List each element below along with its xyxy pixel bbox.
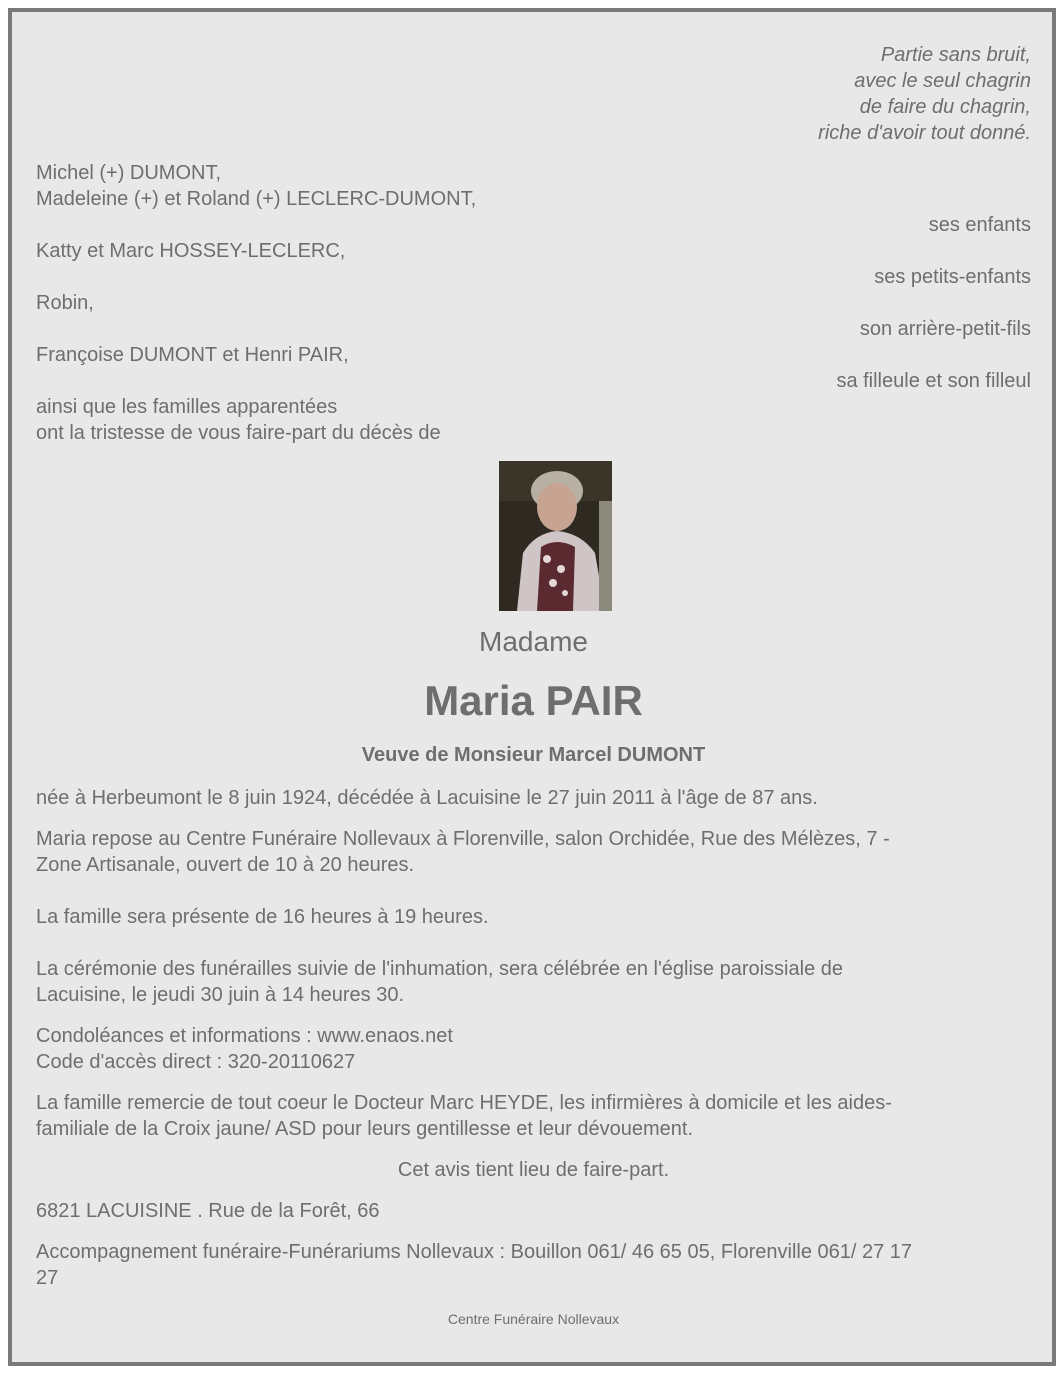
ceremony-line: La cérémonie des funérailles suivie de l'inhumation, sera célébrée en l'église paroissiale de <box>36 958 843 980</box>
poem-line: de faire du chagrin, <box>859 96 1031 118</box>
repose-line: Maria repose au Centre Funéraire Nollevaux à Florenville, salon Orchidée, Rue des Mélèzes, 7 - <box>36 828 890 850</box>
address: 6821 LACUISINE . Rue de la Forêt, 66 <box>36 1200 380 1222</box>
repose-line: Zone Artisanale, ouvert de 10 à 20 heures. <box>36 854 415 876</box>
access-code: Code d'accès direct : 320-20110627 <box>36 1051 356 1073</box>
poem-line: Partie sans bruit, <box>880 44 1031 66</box>
family-present: La famille sera présente de 16 heures à 19 heures. <box>36 906 489 928</box>
condolences: Condoléances et informations : www.enaos.net <box>36 1025 453 1047</box>
portrait-photo <box>499 461 612 611</box>
funeral-service-line: Accompagnement funéraire-Funérariums Nollevaux : Bouillon 061/ 46 65 05, Florenville 061/ 27 17 <box>36 1241 913 1263</box>
family-line: Françoise DUMONT et Henri PAIR, <box>36 344 349 366</box>
footer-credit: Centre Funéraire Nollevaux <box>447 1311 620 1327</box>
family-line: Robin, <box>36 292 94 314</box>
title-madame: Madame <box>479 626 588 657</box>
family-role: ses petits-enfants <box>874 266 1031 288</box>
family-role: ses enfants <box>928 214 1031 236</box>
thanks-line: familiale de la Croix jaune/ ASD pour leurs gentillesse et leur dévouement. <box>36 1118 694 1140</box>
family-role: sa filleule et son filleul <box>836 370 1031 392</box>
funeral-service-line: 27 <box>36 1267 59 1289</box>
family-line: ainsi que les familles apparentées <box>36 396 338 418</box>
family-line: ont la tristesse de vous faire-part du décès de <box>36 422 441 444</box>
ceremony-line: Lacuisine, le jeudi 30 juin à 14 heures 30. <box>36 984 405 1006</box>
deceased-name: Maria PAIR <box>424 677 643 724</box>
poem-line: riche d'avoir tout donné. <box>818 122 1031 144</box>
poem-line: avec le seul chagrin <box>854 70 1031 92</box>
notice-frame <box>8 8 1056 1366</box>
birth-death: née à Herbeumont le 8 juin 1924, décédée à Lacuisine le 27 juin 2011 à l'âge de 87 ans. <box>36 787 818 809</box>
thanks-line: La famille remercie de tout coeur le Docteur Marc HEYDE, les infirmières à domicile et les aides- <box>36 1092 892 1114</box>
family-line: Madeleine (+) et Roland (+) LECLERC-DUMONT, <box>36 188 477 210</box>
widow-of: Veuve de Monsieur Marcel DUMONT <box>361 744 706 766</box>
poem <box>818 42 1031 146</box>
family-line: Katty et Marc HOSSEY-LECLERC, <box>36 240 346 262</box>
family-role: son arrière-petit-fils <box>859 318 1031 340</box>
family-line: Michel (+) DUMONT, <box>36 162 222 184</box>
notice-statement: Cet avis tient lieu de faire-part. <box>397 1159 670 1181</box>
